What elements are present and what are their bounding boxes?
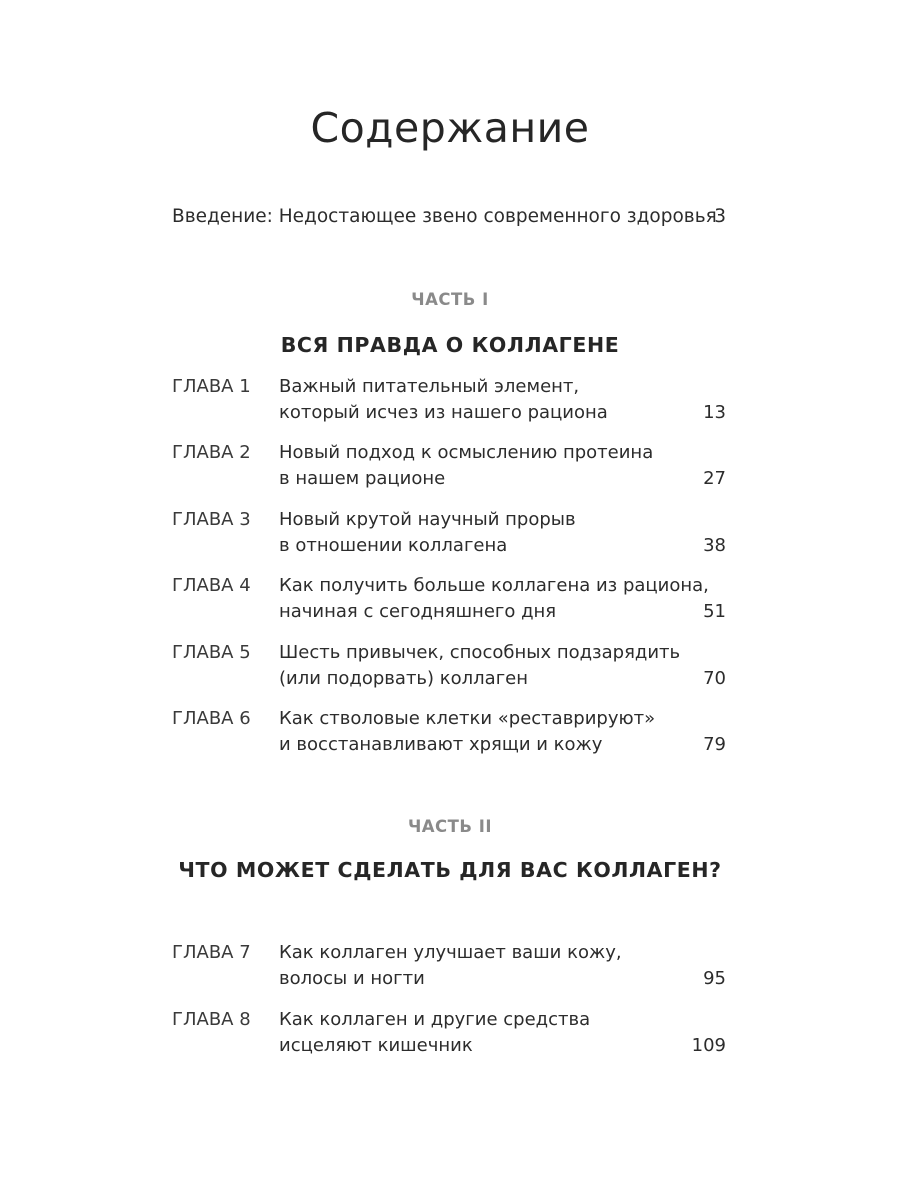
toc-entry-chapter-2[interactable] [172, 440, 726, 494]
chapter-title-line-2: в отношении коллагена [279, 535, 508, 556]
chapter-title-line-1: Как стволовые клетки «реставрируют» [279, 708, 656, 729]
chapter-page-number: 70 [703, 668, 726, 689]
chapter-title-line-2: в нашем рационе [279, 468, 446, 489]
chapter-page-number: 27 [703, 468, 726, 489]
chapter-title-line-1: Новый крутой научный прорыв [279, 509, 576, 530]
chapter-page-number: 79 [703, 734, 726, 755]
chapter-title-line-2: и восстанавливают хрящи и кожу [279, 734, 603, 755]
chapter-page-number: 109 [691, 1035, 726, 1056]
chapter-number: ГЛАВА 8 [172, 1009, 251, 1030]
chapter-page-number: 51 [703, 601, 726, 622]
chapter-title-line-1: Шесть привычек, способных подзарядить [279, 642, 681, 663]
chapter-title-line-1: Как получить больше коллагена из рациона, [279, 575, 709, 596]
chapter-page-number: 38 [703, 535, 726, 556]
chapter-title-line-2: исцеляют кишечник [279, 1035, 473, 1056]
toc-entry-chapter-5[interactable] [172, 640, 726, 694]
toc-entry-chapter-7[interactable] [172, 940, 726, 994]
part-2-label: ЧАСТЬ II [407, 817, 493, 836]
chapter-title-line-1: Новый подход к осмыслению протеина [279, 442, 654, 463]
part-1-label: ЧАСТЬ I [411, 290, 489, 309]
chapter-title-line-1: Как коллаген улучшает ваши кожу, [279, 942, 622, 963]
chapter-title-line-2: который исчез из нашего рациона [279, 402, 608, 423]
chapter-number: ГЛАВА 4 [172, 575, 251, 596]
chapter-number: ГЛАВА 1 [172, 376, 251, 397]
chapter-number: ГЛАВА 5 [172, 642, 251, 663]
chapter-page-number: 13 [703, 402, 726, 423]
chapter-title-line-2: (или подорвать) коллаген [279, 668, 529, 689]
toc-entry-chapter-6[interactable] [172, 706, 726, 760]
chapter-number: ГЛАВА 3 [172, 509, 251, 530]
intro-page-number: 3 [714, 206, 726, 227]
part-2-title: ЧТО МОЖЕТ СДЕЛАТЬ ДЛЯ ВАС КОЛЛАГЕН? [178, 858, 722, 882]
toc-entry-chapter-1[interactable] [172, 374, 726, 428]
chapter-title-line-2: начиная с сегодняшнего дня [279, 601, 557, 622]
toc-entry-chapter-4[interactable] [172, 573, 726, 627]
chapter-title-line-1: Важный питательный элемент, [279, 376, 580, 397]
chapter-title-line-1: Как коллаген и другие средства [279, 1009, 591, 1030]
chapter-title-line-2: волосы и ногти [279, 968, 425, 989]
intro-title: Введение: Недостающее звено современного здоровья [172, 206, 717, 227]
chapter-number: ГЛАВА 7 [172, 942, 251, 963]
toc-entry-chapter-3[interactable] [172, 507, 726, 561]
chapter-number: ГЛАВА 6 [172, 708, 251, 729]
toc-entry-chapter-8[interactable] [172, 1007, 726, 1061]
page-title: Содержание [310, 104, 590, 152]
part-1-title: ВСЯ ПРАВДА О КОЛЛАГЕНЕ [280, 333, 620, 357]
chapter-page-number: 95 [703, 968, 726, 989]
chapter-number: ГЛАВА 2 [172, 442, 251, 463]
